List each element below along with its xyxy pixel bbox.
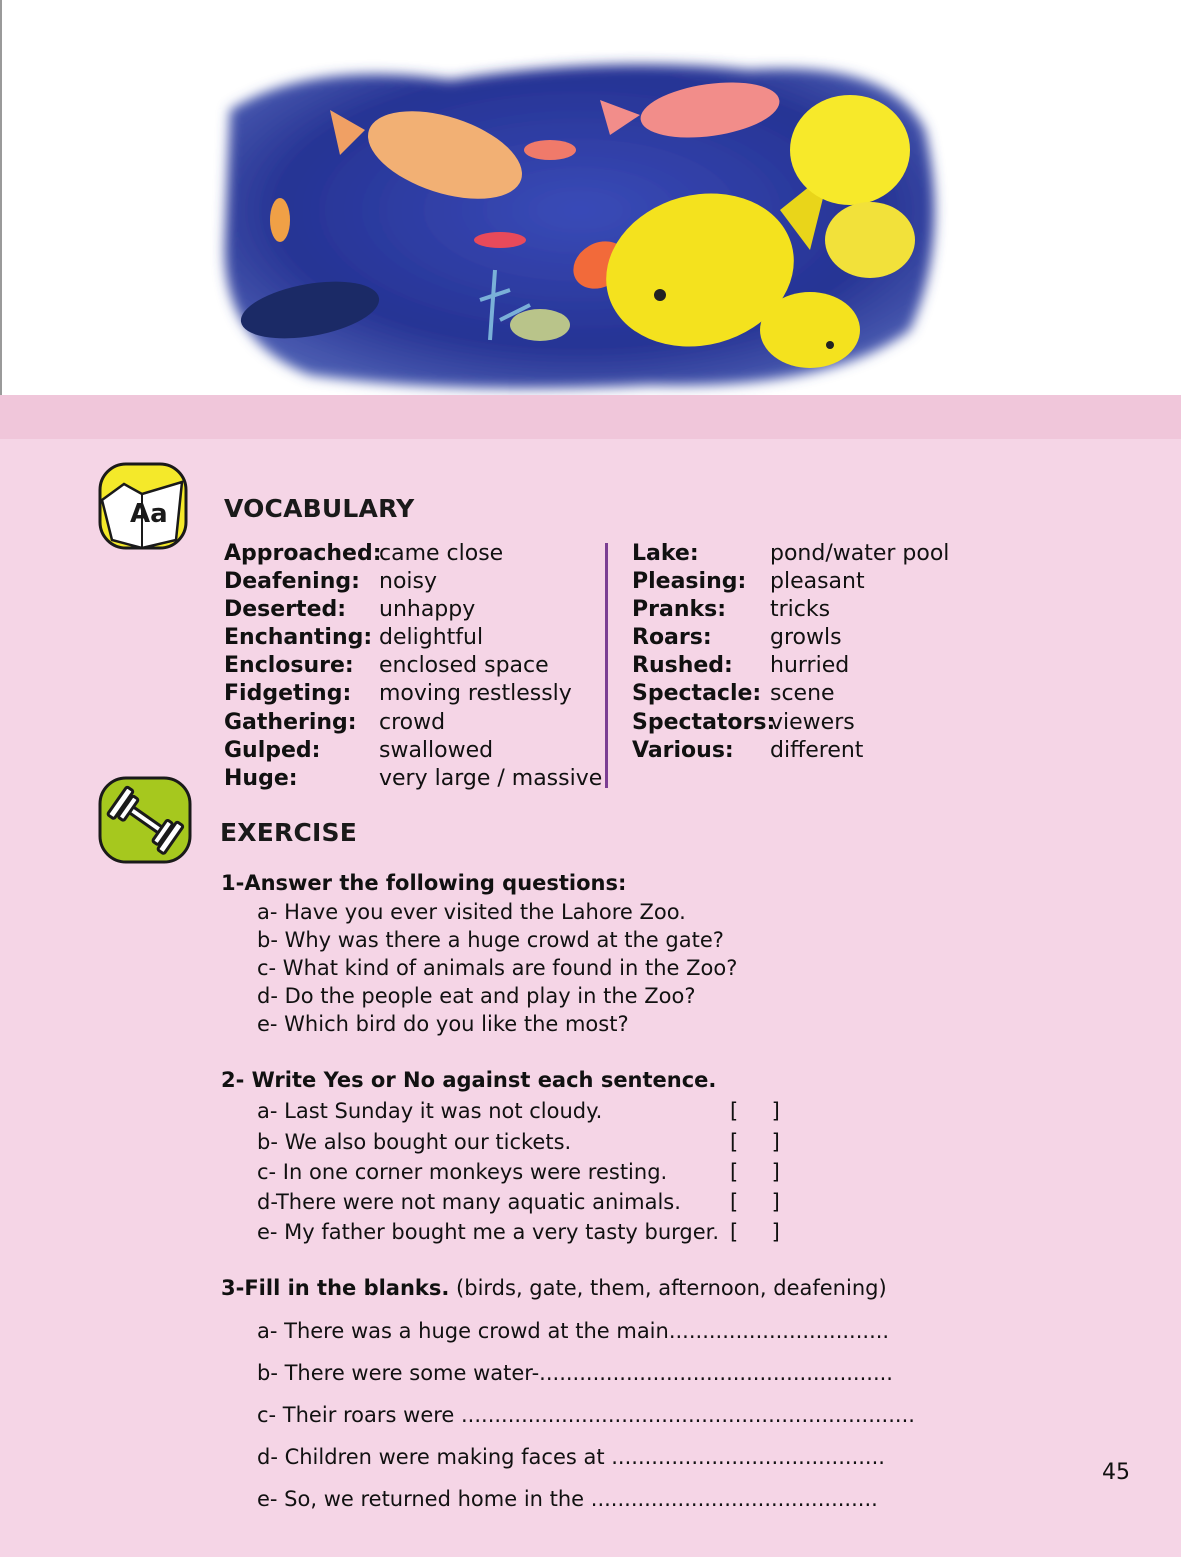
- blank-item: d- Children were making faces at .........................................: [257, 1445, 885, 1469]
- vocab-entry: Spectators: viewers: [632, 709, 855, 735]
- vocab-entry: Fidgeting: moving restlessly: [224, 681, 572, 707]
- vocab-entry: Pleasing: pleasant: [632, 569, 865, 595]
- blank-item: c- Their roars were ....................................................................: [257, 1403, 915, 1427]
- vocab-entry: Huge: very large / massive: [224, 765, 603, 791]
- vocab-entry: Spectacle: scene: [632, 681, 835, 707]
- question-item: d- Do the people eat and play in the Zoo?: [257, 984, 696, 1008]
- vocab-entry: Gathering: crowd: [224, 709, 446, 735]
- statement-item: b- We also bought our tickets.: [257, 1130, 572, 1154]
- aquarium-fish-illustration: [190, 40, 950, 400]
- vocab-entry: Enchanting: delightful: [224, 625, 484, 651]
- answer-bracket[interactable]: [ ]: [730, 1190, 780, 1214]
- blank-item: e- So, we returned home in the ...........................................: [257, 1487, 878, 1511]
- vocabulary-book-icon: [94, 460, 190, 552]
- vocab-entry: Gulped: swallowed: [224, 737, 494, 763]
- question-item: b- Why was there a huge crowd at the gate?: [257, 928, 724, 952]
- vocab-entry: Deafening: noisy: [224, 569, 437, 595]
- statement-item: e- My father bought me a very tasty burger.: [257, 1220, 720, 1244]
- vocab-entry: Roars: growls: [632, 625, 842, 651]
- statement-item: c- In one corner monkeys were resting.: [257, 1160, 668, 1184]
- blank-item: a- There was a huge crowd at the main.................................: [257, 1319, 890, 1343]
- question-3-heading: 3-Fill in the blanks. (birds, gate, them, afternoon, deafening): [221, 1276, 887, 1300]
- exercise-dumbbell-icon: [97, 775, 193, 865]
- page-number: 45: [1102, 1460, 1130, 1485]
- vocab-entry: Deserted: unhappy: [224, 597, 476, 623]
- vocab-entry: Pranks: tricks: [632, 597, 831, 623]
- vocabulary-divider: [605, 543, 608, 788]
- question-item: a- Have you ever visited the Lahore Zoo.: [257, 900, 686, 924]
- answer-bracket[interactable]: [ ]: [730, 1160, 780, 1184]
- statement-item: d-There were not many aquatic animals.: [257, 1190, 681, 1214]
- question-item: c- What kind of animals are found in the Zoo?: [257, 956, 738, 980]
- word-bank: (birds, gate, them, afternoon, deafening): [449, 1276, 887, 1300]
- exercise-heading: EXERCISE: [220, 818, 358, 847]
- statement-item: a- Last Sunday it was not cloudy.: [257, 1099, 603, 1123]
- question-1-heading: 1-Answer the following questions:: [221, 871, 627, 895]
- question-item: e- Which bird do you like the most?: [257, 1012, 629, 1036]
- vocab-entry: Rushed: hurried: [632, 653, 850, 679]
- vocabulary-left-column: [224, 540, 604, 793]
- vocabulary-right-column: [632, 540, 1032, 765]
- question-2-heading: 2- Write Yes or No against each sentence.: [221, 1068, 717, 1092]
- pink-band: [0, 395, 1181, 439]
- vocab-entry: Enclosure: enclosed space: [224, 653, 549, 679]
- answer-bracket[interactable]: [ ]: [730, 1220, 780, 1244]
- vocabulary-heading: VOCABULARY: [224, 494, 415, 523]
- vocab-entry: Lake: pond/water pool: [632, 541, 950, 566]
- svg-text:Aa: Aa: [130, 499, 168, 529]
- answer-bracket[interactable]: [ ]: [730, 1130, 780, 1154]
- vocab-entry: Approached: came close: [224, 541, 504, 566]
- vocab-entry: Various: different: [632, 737, 864, 763]
- page-edge-line: [0, 0, 2, 395]
- answer-bracket[interactable]: [ ]: [730, 1099, 780, 1123]
- blank-item: b- There were some water-.....................................................: [257, 1361, 893, 1385]
